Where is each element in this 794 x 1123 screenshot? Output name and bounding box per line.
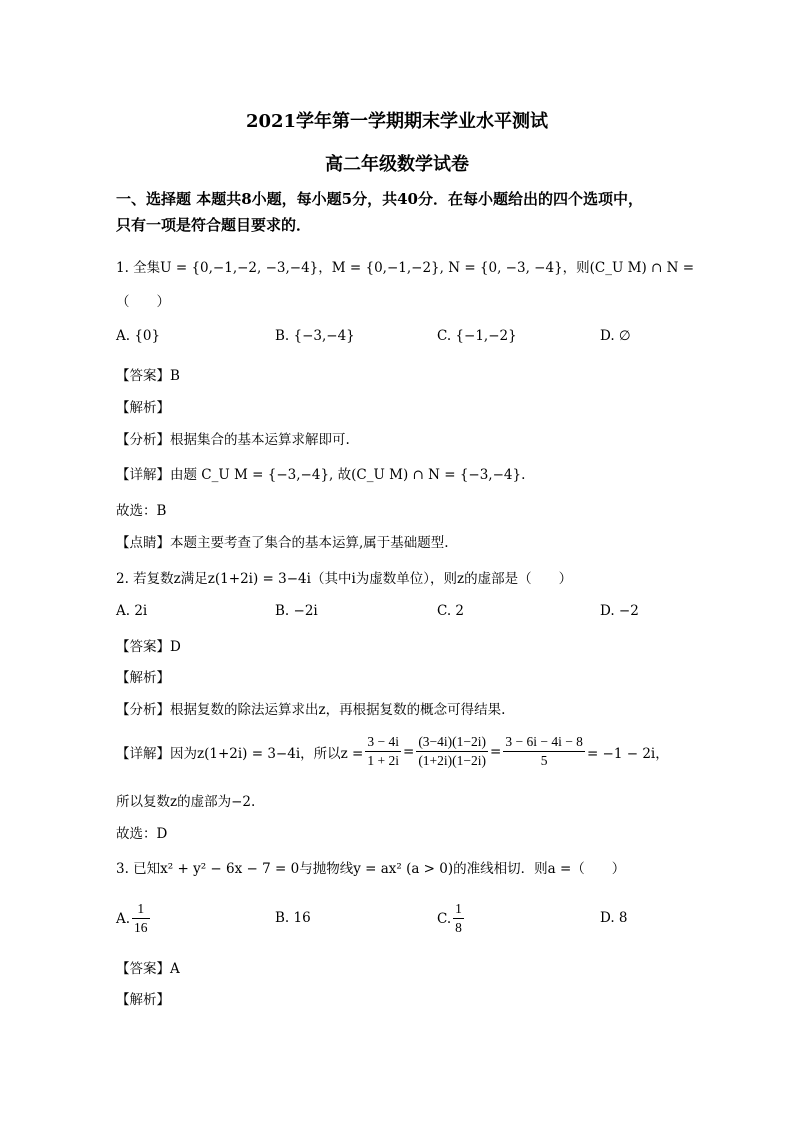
q2-fraction-3-num: 3 − 6i − 4i − 8 <box>503 733 585 752</box>
q3-analysis-tag: 【解析】 <box>116 992 170 1008</box>
q3-option-c <box>437 900 466 937</box>
q2-fraction-2 <box>416 733 488 770</box>
q3-option-b: B. 16 <box>275 910 311 926</box>
q1-fenxi: 【分析】根据集合的基本运算求解即可. <box>116 432 350 448</box>
q3-option-d: D. 8 <box>600 910 628 926</box>
exam-subtitle: 高二年级数学试卷 <box>325 154 469 175</box>
q2-xiangjie-prefix: 【详解】因为z(1+2i) = 3−4i，所以z = <box>116 745 364 762</box>
q1-analysis-tag: 【解析】 <box>116 400 170 416</box>
q1-option-c: C. {−1,−2} <box>437 328 517 344</box>
q2-option-c: C. 2 <box>437 603 465 619</box>
q3-option-c-num: 1 <box>453 900 464 919</box>
q2-answer: 【答案】D <box>116 639 181 655</box>
q3-stem: 3. 已知x² + y² − 6x − 7 = 0与抛物线y = ax² (a > 0)的准线相切．则a =（ ） <box>116 861 626 877</box>
q1-option-d: D. ∅ <box>600 328 631 344</box>
q2-guxuan: 故选：D <box>116 826 168 842</box>
q1-dianjing: 【点睛】本题主要考查了集合的基本运算,属于基础题型. <box>116 535 449 551</box>
equals-sign: = <box>490 743 502 760</box>
q2-xiangjie-result: = −1 − 2i， <box>586 745 669 762</box>
q2-fenxi: 【分析】根据复数的除法运算求出z，再根据复数的概念可得结果. <box>116 702 506 718</box>
q3-answer: 【答案】A <box>116 961 180 977</box>
q2-conclusion: 所以复数z的虚部为−2. <box>116 794 256 810</box>
q3-option-c-fraction <box>453 900 464 937</box>
q3-option-a <box>116 900 152 937</box>
q3-option-a-num: 1 <box>132 900 150 919</box>
q3-option-a-label: A. <box>116 910 131 927</box>
section-heading-line1: 一、选择题 本题共8小题，每小题5分，共40分．在每小题给出的四个选项中， <box>116 190 643 208</box>
q1-stem: 1. 全集U = {0,−1,−2, −3,−4}，M = {0,−1,−2}, N = {0, −3, −4}，则(C_U M) ∩ N = <box>116 260 695 276</box>
q1-paren: （ ） <box>116 294 170 310</box>
q2-fraction-1-num: 3 − 4i <box>365 733 401 752</box>
equals-sign: = <box>403 743 415 760</box>
q3-option-a-fraction <box>132 900 150 937</box>
q1-option-b: B. {−3,−4} <box>275 328 355 344</box>
q1-option-a: A. {0} <box>116 328 161 344</box>
exam-title: 2021学年第一学期期末学业水平测试 <box>245 111 549 132</box>
q2-fraction-3-den: 5 <box>540 753 548 768</box>
q3-option-a-den: 16 <box>134 920 148 935</box>
q3-option-c-label: C. <box>437 910 452 927</box>
q2-analysis-tag: 【解析】 <box>116 670 170 686</box>
q2-fraction-1 <box>365 733 401 770</box>
section-heading-line2: 只有一项是符合题目要求的． <box>116 216 312 234</box>
q2-fraction-3 <box>503 733 585 770</box>
q1-answer: 【答案】B <box>116 368 180 384</box>
q2-option-d: D. −2 <box>600 603 639 619</box>
q1-xiangjie: 【详解】由题 C_U M = {−3,−4}, 故(C_U M) ∩ N = {−3,−4}. <box>116 467 526 483</box>
q2-fraction-1-den: 1 + 2i <box>367 753 399 768</box>
q2-option-a: A. 2i <box>116 603 148 619</box>
q2-stem: 2. 若复数z满足z(1+2i) = 3−4i（其中i为虚数单位），则z的虚部是（ ） <box>116 571 573 587</box>
q2-option-b: B. −2i <box>275 603 318 619</box>
q2-xiangjie <box>116 733 669 770</box>
q3-option-c-den: 8 <box>455 920 462 935</box>
q2-fraction-2-num: (3−4i)(1−2i) <box>416 733 488 752</box>
q1-guxuan: 故选：B <box>116 503 167 519</box>
q2-fraction-2-den: (1+2i)(1−2i) <box>418 753 487 768</box>
